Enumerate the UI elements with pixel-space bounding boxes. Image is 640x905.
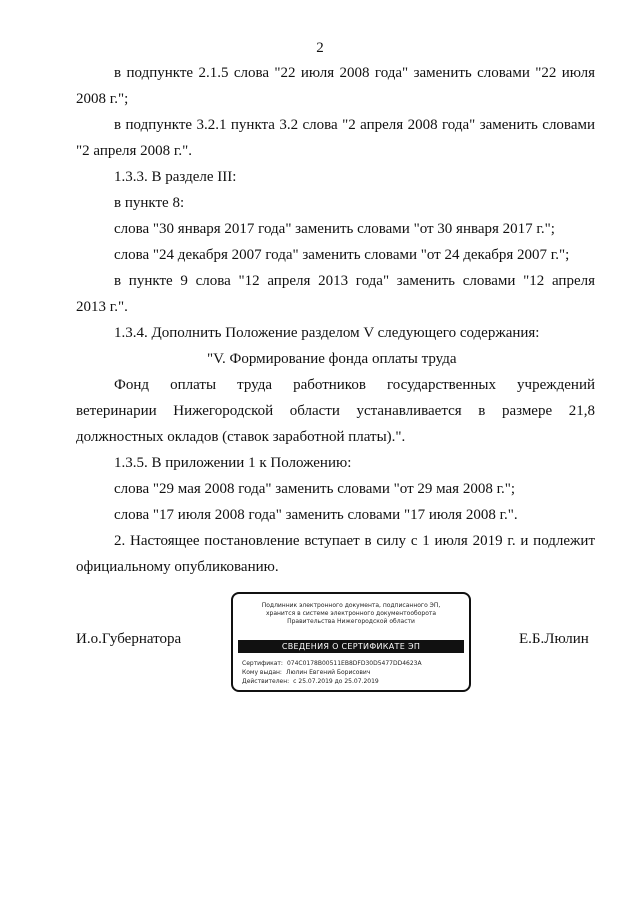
text-line: 2. Настоящее постановление вступает в силу с 1 июля 2019 г. и подлежит — [114, 533, 595, 549]
text-line: слова "24 декабря 2007 года" заменить словами "от 24 декабря 2007 г."; — [114, 247, 570, 263]
text-line: в пункте 8: — [114, 195, 185, 211]
stamp-valid-value: с 25.07.2019 до 25.07.2019 — [293, 678, 379, 685]
stamp-issued-label: Кому выдан: — [242, 669, 282, 676]
text-line: 1.3.3. В разделе III: — [114, 169, 237, 185]
stamp-valid-row — [242, 678, 379, 686]
e-signature-stamp — [231, 592, 471, 692]
signatory-name: Е.Б.Люлин — [519, 631, 589, 647]
stamp-certificate-value: 074C0178B00511EB8DFD30D5477DD4623A — [286, 660, 422, 667]
stamp-issued-value: Люлин Евгений Борисович — [285, 669, 371, 676]
text-line: официальному опубликованию. — [76, 559, 279, 575]
stamp-header-line: Правительства Нижегородской области — [287, 618, 415, 625]
text-line: слова "30 января 2017 года" заменить словами "от 30 января 2017 г."; — [114, 221, 555, 237]
stamp-certificate-label: Сертификат: — [242, 660, 283, 667]
text-line: 1.3.4. Дополнить Положение разделом V следующего содержания: — [114, 325, 540, 341]
text-line: 1.3.5. В приложении 1 к Положению: — [114, 455, 352, 471]
section-heading: "V. Формирование фонда оплаты труда — [207, 351, 457, 367]
signatory-position: И.о.Губернатора — [76, 631, 182, 647]
text-line: слова "17 июля 2008 года" заменить словами "17 июля 2008 г.". — [114, 507, 518, 523]
text-line: слова "29 мая 2008 года" заменить словами "от 29 мая 2008 г."; — [114, 481, 516, 497]
stamp-header-line: Подлинник электронного документа, подписанного ЭП, — [261, 602, 441, 609]
stamp-valid-label: Действителен: — [242, 678, 290, 685]
stamp-title: СВЕДЕНИЯ О СЕРТИФИКАТЕ ЭП — [238, 640, 464, 653]
stamp-header — [233, 602, 469, 626]
text-line: 2008 г."; — [76, 91, 129, 107]
text-line: должностных окладов (ставок заработной платы).". — [76, 429, 406, 445]
text-line: в подпункте 3.2.1 пункта 3.2 слова "2 апреля 2008 года" заменить словами — [114, 117, 595, 133]
text-line: в пункте 9 слова "12 апреля 2013 года" заменить словами "12 апреля — [114, 273, 595, 289]
stamp-issued-row — [242, 669, 370, 677]
text-line: в подпункте 2.1.5 слова "22 июля 2008 года" заменить словами "22 июля — [114, 65, 595, 81]
page-number: 2 — [316, 40, 324, 56]
stamp-header-line: хранится в системе электронного документооборота — [265, 610, 437, 617]
text-line: ветеринарии Нижегородской области устанавливается в размере 21,8 — [76, 403, 595, 419]
text-line: 2013 г.". — [76, 299, 128, 315]
text-line: Фонд оплаты труда работников государственных учреждений — [114, 377, 595, 393]
text-line: "2 апреля 2008 г.". — [76, 143, 192, 159]
stamp-certificate-row — [242, 660, 422, 668]
